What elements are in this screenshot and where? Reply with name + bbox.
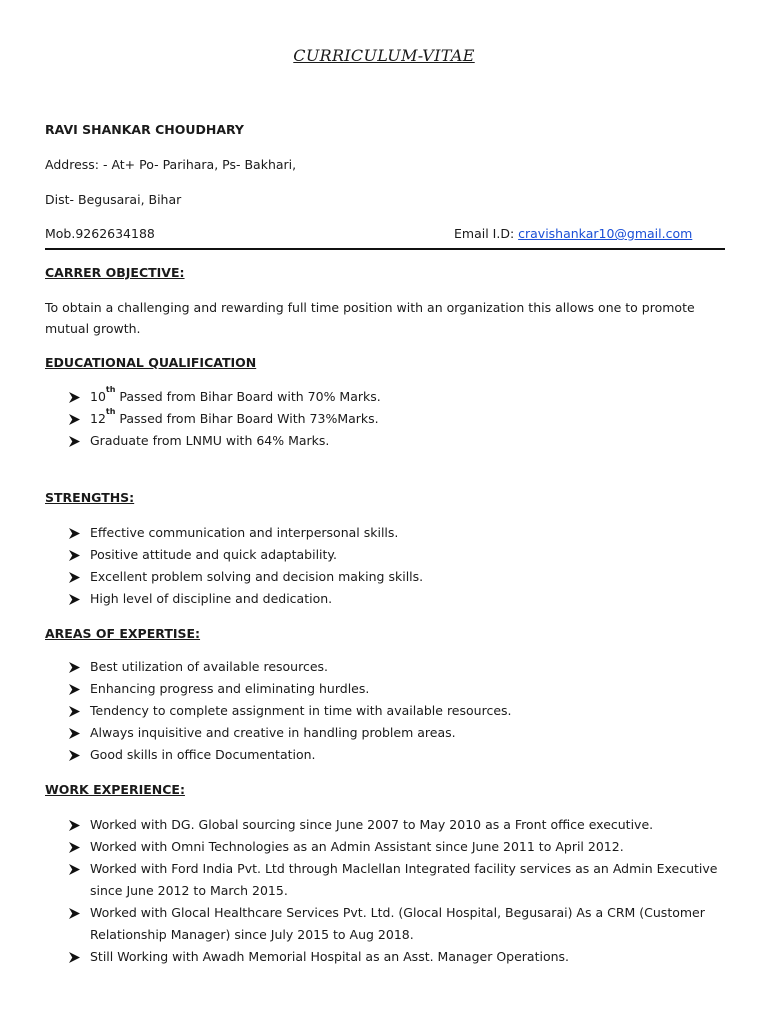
arrowhead-bullet-icon xyxy=(69,820,80,831)
address-line-1: Address: - At+ Po- Parihara, Ps- Bakhari, xyxy=(45,157,297,172)
expertise-item xyxy=(45,656,725,678)
objective-heading: CARRER OBJECTIVE: xyxy=(45,265,185,280)
grade-number: 12 xyxy=(90,411,106,426)
candidate-name: RAVI SHANKAR CHOUDHARY xyxy=(45,122,244,137)
grade-number: 10 xyxy=(90,389,106,404)
email-label: Email I.D: xyxy=(454,226,519,241)
strength-item-text: Positive attitude and quick adaptability. xyxy=(90,547,338,562)
education-item xyxy=(45,386,725,408)
strengths-list xyxy=(45,522,725,610)
expertise-item xyxy=(45,700,725,722)
strength-item xyxy=(45,544,725,566)
expertise-list xyxy=(45,656,725,766)
expertise-item-text: Always inquisitive and creative in handling problem areas. xyxy=(90,725,456,740)
expertise-item-text: Good skills in office Documentation. xyxy=(90,747,316,762)
work-item-text: Worked with Glocal Healthcare Services Pvt. Ltd. (Glocal Hospital, Begusarai) As a CRM (Customer Relationship Manager) since July 2015 to Aug 2018. xyxy=(90,905,705,942)
expertise-item xyxy=(45,744,725,766)
expertise-item-text: Tendency to complete assignment in time with available resources. xyxy=(90,703,512,718)
education-list xyxy=(45,386,725,452)
work-item xyxy=(45,946,725,968)
work-item xyxy=(45,814,725,836)
header-divider xyxy=(45,248,725,250)
strength-item xyxy=(45,522,725,544)
arrowhead-bullet-icon xyxy=(69,842,80,853)
work-item-text: Worked with Omni Technologies as an Admin Assistant since June 2011 to April 2012. xyxy=(90,839,624,854)
arrowhead-bullet-icon xyxy=(69,684,80,695)
arrowhead-bullet-icon xyxy=(69,908,80,919)
objective-text: To obtain a challenging and rewarding full time position with an organization this allows one to promote mutual growth. xyxy=(45,300,695,336)
education-item-text: Graduate from LNMU with 64% Marks. xyxy=(90,433,330,448)
expertise-item-text: Best utilization of available resources. xyxy=(90,659,329,674)
work-item-text: Still Working with Awadh Memorial Hospital as an Asst. Manager Operations. xyxy=(90,949,570,964)
expertise-heading: AREAS OF EXPERTISE: xyxy=(45,626,201,641)
arrowhead-bullet-icon xyxy=(69,550,80,561)
strength-item-text: Effective communication and interpersonal skills. xyxy=(90,525,399,540)
work-item-text: Worked with DG. Global sourcing since June 2007 to May 2010 as a Front office executive. xyxy=(90,817,654,832)
email-link[interactable]: cravishankar10@gmail.com xyxy=(518,226,693,241)
strength-item xyxy=(45,588,725,610)
arrowhead-bullet-icon xyxy=(69,952,80,963)
work-item xyxy=(45,858,725,902)
email-row xyxy=(454,226,692,241)
arrowhead-bullet-icon xyxy=(69,662,80,673)
strengths-heading: STRENGTHS: xyxy=(45,490,135,505)
strength-item xyxy=(45,566,725,588)
expertise-item xyxy=(45,678,725,700)
arrowhead-bullet-icon xyxy=(69,414,80,425)
work-item xyxy=(45,902,725,946)
arrowhead-bullet-icon xyxy=(69,750,80,761)
address-line-2: Dist- Begusarai, Bihar xyxy=(45,192,182,207)
arrowhead-bullet-icon xyxy=(69,392,80,403)
education-item xyxy=(45,408,725,430)
work-item xyxy=(45,836,725,858)
ordinal-suffix: th xyxy=(105,385,116,394)
strength-item-text: Excellent problem solving and decision making skills. xyxy=(90,569,424,584)
arrowhead-bullet-icon xyxy=(69,594,80,605)
arrowhead-bullet-icon xyxy=(69,706,80,717)
arrowhead-bullet-icon xyxy=(69,436,80,447)
arrowhead-bullet-icon xyxy=(69,864,80,875)
education-item-text: Passed from Bihar Board with 70% Marks. xyxy=(115,389,381,404)
strength-item-text: High level of discipline and dedication. xyxy=(90,591,333,606)
work-item-text: Worked with Ford India Pvt. Ltd through Maclellan Integrated facility services as an Admin Executive since June 2012 to March 2015. xyxy=(90,861,718,898)
mobile-number: Mob.9262634188 xyxy=(45,226,155,241)
expertise-item-text: Enhancing progress and eliminating hurdles. xyxy=(90,681,370,696)
document-title: CURRICULUM-VITAE xyxy=(293,46,475,65)
arrowhead-bullet-icon xyxy=(69,528,80,539)
work-experience-list xyxy=(45,814,725,968)
expertise-item xyxy=(45,722,725,744)
education-item-text: Passed from Bihar Board With 73%Marks. xyxy=(115,411,379,426)
arrowhead-bullet-icon xyxy=(69,728,80,739)
education-heading: EDUCATIONAL QUALIFICATION xyxy=(45,355,257,370)
work-heading: WORK EXPERIENCE: xyxy=(45,782,185,797)
education-item xyxy=(45,430,725,452)
ordinal-suffix: th xyxy=(105,407,116,416)
arrowhead-bullet-icon xyxy=(69,572,80,583)
